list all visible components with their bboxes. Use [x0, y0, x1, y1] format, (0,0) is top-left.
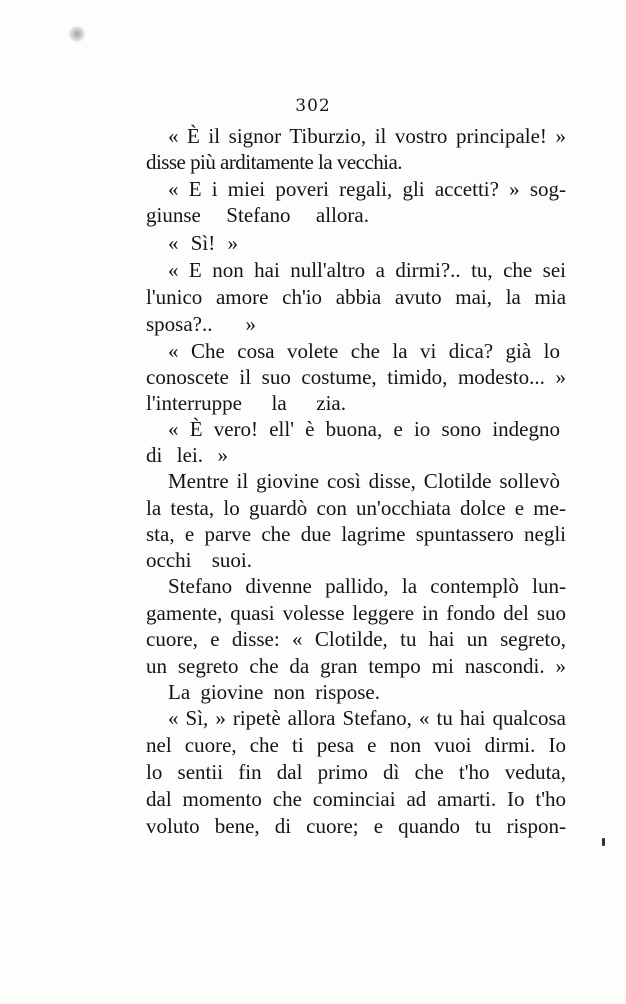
text-line: « Sì, » ripetè allora Stefano, « tu hai qualcosa — [168, 706, 566, 730]
text-line: l'interruppe la zia. — [146, 391, 346, 415]
text-line: voluto bene, di cuore; e quando tu rispon- — [146, 814, 566, 838]
text-line: un segreto che da gran tempo mi nascondi. » — [146, 654, 567, 678]
text-line: conoscete il suo costume, timido, modesto... » — [146, 365, 566, 389]
text-line: nel cuore, che ti pesa e non vuoi dirmi. Io — [146, 733, 566, 757]
text-line: La giovine non rispose. — [168, 680, 380, 704]
page-number: 302 — [295, 96, 331, 116]
text-line: la testa, lo guardò con un'occhiata dolce e me- — [146, 496, 566, 520]
text-line: « Sì! » — [168, 231, 238, 255]
margin-mark — [602, 838, 605, 846]
text-line: sposa?.. » — [146, 312, 256, 336]
text-line: « E non hai null'altro a dirmi?.. tu, che sei — [168, 258, 566, 282]
text-line: disse più arditamente la vecchia. — [146, 150, 402, 174]
text-line: Stefano divenne pallido, la contemplò lun- — [168, 574, 566, 598]
text-line: giunse Stefano allora. — [146, 203, 369, 227]
text-line: dal momento che cominciai ad amarti. Io t'ho — [146, 787, 566, 811]
text-line: Mentre il giovine così disse, Clotilde sollevò — [168, 469, 560, 493]
text-line: lo sentii fin dal primo dì che t'ho veduta, — [146, 760, 566, 784]
text-line: sta, e parve che due lagrime spuntassero negli — [146, 522, 566, 546]
text-line: « È il signor Tiburzio, il vostro principale! » — [168, 124, 566, 148]
text-line: gamente, quasi volesse leggere in fondo del suo — [146, 601, 566, 625]
text-line: « Che cosa volete che la vi dica? già lo — [168, 339, 561, 363]
text-line: « E i miei poveri regali, gli accetti? » sog- — [168, 177, 567, 201]
text-line: di lei. » — [146, 443, 228, 467]
text-line: occhi suoi. — [146, 548, 253, 572]
text-line: « È vero! ell' è buona, e io sono indegno — [168, 417, 560, 441]
text-line: l'unico amore ch'io abbia avuto mai, la mia — [146, 285, 567, 309]
text-line: cuore, e disse: « Clotilde, tu hai un segreto, — [146, 627, 566, 651]
ink-smudge — [68, 26, 86, 42]
